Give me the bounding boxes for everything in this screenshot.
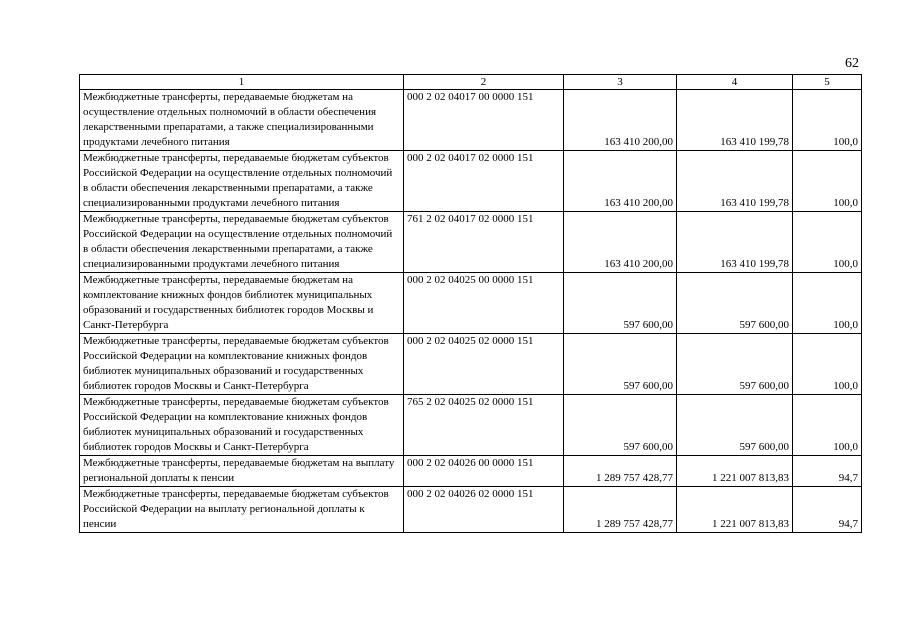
row-name-cell: Межбюджетные трансферты, передаваемые бюджетам на осуществление отдельных полномочий в области обеспечения лекарственными препаратами, а также специализированными продуктами лечебного питания [80, 90, 404, 151]
row-name-cell: Межбюджетные трансферты, передаваемые бюджетам субъектов Российской Федерации на осуществление отдельных полномочий в области обеспечения лекарственными препаратами, а также специализированными продуктами лечебного питания [80, 212, 404, 273]
row-executed-cell: 597 600,00 [677, 273, 793, 334]
row-executed-cell: 163 410 199,78 [677, 212, 793, 273]
row-planned-cell: 597 600,00 [564, 334, 677, 395]
row-code-cell: 000 2 02 04025 00 0000 151 [404, 273, 564, 334]
row-executed-cell: 163 410 199,78 [677, 90, 793, 151]
row-name-cell: Межбюджетные трансферты, передаваемые бюджетам на выплату региональной доплаты к пенсии [80, 456, 404, 487]
row-name-cell: Межбюджетные трансферты, передаваемые бюджетам субъектов Российской Федерации на выплату региональной доплаты к пенсии [80, 487, 404, 533]
row-name-cell: Межбюджетные трансферты, передаваемые бюджетам субъектов Российской Федерации на осуществление отдельных полномочий в области обеспечения лекарственными препаратами, а также специализированными продуктами лечебного питания [80, 151, 404, 212]
row-code-cell: 761 2 02 04017 02 0000 151 [404, 212, 564, 273]
table-row [80, 334, 862, 395]
table-row [80, 273, 862, 334]
row-percent-cell: 100,0 [793, 151, 862, 212]
column-header: 4 [677, 75, 793, 90]
column-header: 2 [404, 75, 564, 90]
row-code-cell: 000 2 02 04026 02 0000 151 [404, 487, 564, 533]
row-percent-cell: 100,0 [793, 334, 862, 395]
table-row [80, 395, 862, 456]
column-header: 3 [564, 75, 677, 90]
row-percent-cell: 100,0 [793, 90, 862, 151]
column-header: 5 [793, 75, 862, 90]
table-header-row [80, 75, 862, 90]
row-name-cell: Межбюджетные трансферты, передаваемые бюджетам на комплектование книжных фондов библиотек муниципальных образований и государственных библиотек городов Москвы и Санкт-Петербурга [80, 273, 404, 334]
table-row [80, 151, 862, 212]
row-executed-cell: 1 221 007 813,83 [677, 456, 793, 487]
budget-table [79, 74, 862, 533]
row-percent-cell: 100,0 [793, 395, 862, 456]
row-planned-cell: 163 410 200,00 [564, 151, 677, 212]
row-executed-cell: 597 600,00 [677, 395, 793, 456]
row-planned-cell: 163 410 200,00 [564, 90, 677, 151]
row-executed-cell: 163 410 199,78 [677, 151, 793, 212]
table-row [80, 90, 862, 151]
column-header: 1 [80, 75, 404, 90]
page-number: 62 [845, 56, 859, 71]
row-code-cell: 000 2 02 04026 00 0000 151 [404, 456, 564, 487]
row-planned-cell: 1 289 757 428,77 [564, 456, 677, 487]
row-planned-cell: 597 600,00 [564, 395, 677, 456]
row-code-cell: 765 2 02 04025 02 0000 151 [404, 395, 564, 456]
row-planned-cell: 163 410 200,00 [564, 212, 677, 273]
row-executed-cell: 597 600,00 [677, 334, 793, 395]
table-row [80, 487, 862, 533]
row-percent-cell: 100,0 [793, 212, 862, 273]
row-executed-cell: 1 221 007 813,83 [677, 487, 793, 533]
row-code-cell: 000 2 02 04017 00 0000 151 [404, 90, 564, 151]
row-percent-cell: 100,0 [793, 273, 862, 334]
row-planned-cell: 597 600,00 [564, 273, 677, 334]
row-percent-cell: 94,7 [793, 487, 862, 533]
row-percent-cell: 94,7 [793, 456, 862, 487]
row-name-cell: Межбюджетные трансферты, передаваемые бюджетам субъектов Российской Федерации на комплектование книжных фондов библиотек муниципальных образований и государственных библиотек городов Москвы и Санкт-Петербурга [80, 334, 404, 395]
row-code-cell: 000 2 02 04017 02 0000 151 [404, 151, 564, 212]
row-code-cell: 000 2 02 04025 02 0000 151 [404, 334, 564, 395]
table-row [80, 212, 862, 273]
row-planned-cell: 1 289 757 428,77 [564, 487, 677, 533]
table-row [80, 456, 862, 487]
row-name-cell: Межбюджетные трансферты, передаваемые бюджетам субъектов Российской Федерации на комплектование книжных фондов библиотек муниципальных образований и государственных библиотек городов Москвы и Санкт-Петербурга [80, 395, 404, 456]
